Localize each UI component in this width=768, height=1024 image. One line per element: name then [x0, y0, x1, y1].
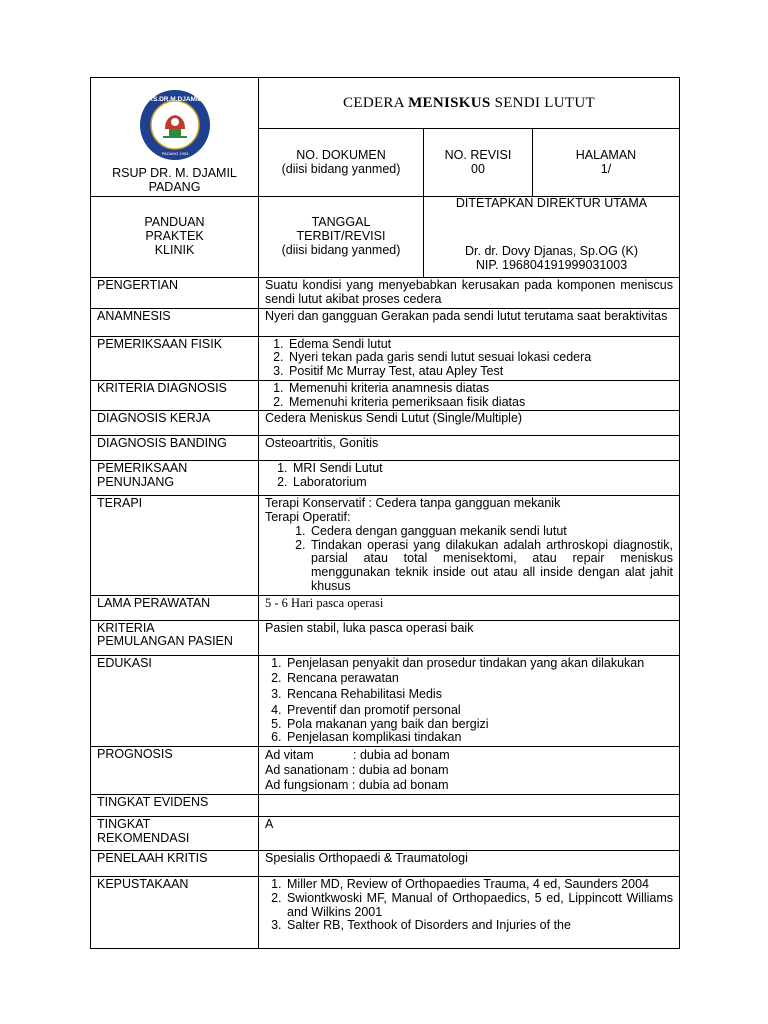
row-label: DIAGNOSIS BANDING [91, 436, 259, 461]
row-content [259, 461, 680, 496]
approval-heading: DITETAPKAN DIREKTUR UTAMA [455, 196, 648, 210]
issue-date-line3: (diisi bidang yanmed) [281, 242, 401, 257]
row-content: Suatu kondisi yang menyebabkan kerusakan pada komponen meniscus sendi lutut akibat proses cedera [259, 278, 680, 309]
row-edukasi [91, 655, 680, 747]
issue-date-cell [259, 197, 424, 278]
list-item: 1. MRI Sendi Lutut [291, 462, 673, 476]
page-number-cell [533, 129, 680, 197]
prognosis-value: : dubia ad bonam [351, 778, 449, 792]
row-content [259, 336, 680, 380]
hospital-name-line2: PADANG [148, 179, 201, 194]
revision-value: 00 [471, 161, 485, 176]
row-content: A [259, 817, 680, 851]
document-number-value: (diisi bidang yanmed) [281, 161, 401, 176]
clinical-practice-guide-document [90, 77, 679, 949]
prognosis-key: Ad vitam [265, 748, 314, 762]
list-item: 6. Penjelasan komplikasi tindakan [285, 731, 673, 745]
row-penelaah-kritis [91, 851, 680, 877]
list-item: 1. Edema Sendi lutut [287, 338, 673, 352]
row-content [259, 496, 680, 595]
prognosis-value: : dubia ad bonam [351, 763, 449, 777]
guide-type-line2: PRAKTEK [145, 229, 204, 244]
hospital-identity-cell [91, 78, 259, 197]
row-tingkat-rekomendasi [91, 817, 680, 851]
prognosis-line [265, 763, 673, 778]
row-label [91, 620, 259, 655]
row-label: PEMERIKSAAN FISIK [91, 336, 259, 380]
document-title [259, 78, 680, 129]
title-bold: MENISKUS [408, 94, 491, 111]
row-kriteria-pemulangan [91, 620, 680, 655]
row-pemeriksaan-fisik [91, 336, 680, 380]
row-label: LAMA PERAWATAN [91, 595, 259, 620]
row-label: KEPUSTAKAAN [91, 877, 259, 949]
row-content: Osteoartritis, Gonitis [259, 436, 680, 461]
list-item: 5. Pola makanan yang baik dan bergizi [285, 718, 673, 732]
row-content: Spesialis Orthopaedi & Traumatologi [259, 851, 680, 877]
list-item: 2. Tindakan operasi yang dilakukan adalah arthroskopi diagnostik, parsial atau total menisektomi, atau repair meniskus menggunakan teknik inside out atau all inside dengan alat jahit khusus [309, 539, 673, 594]
title-pre: CEDERA [343, 94, 405, 111]
prognosis-key: Ad fungsionam [265, 778, 349, 792]
row-terapi [91, 496, 680, 595]
list-item: 2. Memenuhi kriteria pemeriksaan fisik diatas [287, 396, 673, 410]
reference-item: 2. Swiontkwoski MF, Manual of Orthopaedics, 5 ed, Lippincott Williams and Wilkins 2001 [285, 892, 673, 920]
prognosis-value: : dubia ad bonam [353, 748, 450, 762]
list-item: 2. Nyeri tekan pada garis sendi lutut sesuai lokasi cedera [287, 351, 673, 365]
document-number-label: NO. DOKUMEN [296, 147, 386, 162]
page-value: 1/ [600, 161, 612, 176]
issue-date-line2: TERBIT/REVISI [296, 229, 386, 244]
row-label-line2: PEMULANGAN PASIEN [97, 634, 233, 649]
row-label-line1: TINGKAT [97, 817, 151, 831]
director-name: Dr. dr. Dovy Djanas, Sp.OG (K) [465, 243, 638, 258]
row-diagnosis-kerja [91, 411, 680, 436]
row-content: 5 - 6 Hari pasca operasi [259, 595, 680, 620]
row-label: PENGERTIAN [91, 278, 259, 309]
logo-ring-text-bottom: PADANG 1953 [161, 150, 188, 156]
title-post: SENDI LUTUT [494, 94, 595, 111]
prognosis-line [265, 748, 673, 763]
row-anamnesis [91, 308, 680, 336]
row-label: KRITERIA DIAGNOSIS [91, 380, 259, 411]
hospital-name-line1: RSUP DR. M. DJAMIL [112, 165, 237, 180]
therapy-operative-heading: Terapi Operatif: [265, 510, 351, 524]
row-label: ANAMNESIS [91, 308, 259, 336]
row-kepustakaan [91, 877, 680, 949]
approval-cell [424, 197, 680, 278]
director-nip: NIP. 196804191999031003 [475, 257, 628, 272]
row-content [259, 795, 680, 817]
row-pemeriksaan-penunjang [91, 461, 680, 496]
revision-label: NO. REVISI [444, 147, 512, 162]
row-label: TERAPI [91, 496, 259, 595]
row-content [259, 877, 680, 949]
row-label: PROGNOSIS [91, 747, 259, 795]
row-prognosis [91, 747, 680, 795]
guide-table [90, 77, 680, 949]
hospital-name [97, 167, 252, 195]
row-label: EDUKASI [91, 655, 259, 747]
row-pengertian [91, 278, 680, 309]
row-label: PENELAAH KRITIS [91, 851, 259, 877]
row-lama-perawatan [91, 595, 680, 620]
logo-ring-text-top: RS.DR.M.DJAMIL [147, 95, 202, 103]
reference-item: 1. Miller MD, Review of Orthopaedies Trauma, 4 ed, Saunders 2004 [285, 878, 673, 892]
row-content [259, 655, 680, 747]
row-content: Cedera Meniskus Sendi Lutut (Single/Multiple) [259, 411, 680, 436]
list-item: 1. Cedera dengan gangguan mekanik sendi lutut [309, 525, 673, 539]
row-label [91, 817, 259, 851]
list-item: 4. Preventif dan promotif personal [285, 704, 673, 718]
row-label-line2: PENUNJANG [97, 475, 175, 489]
row-kriteria-diagnosis [91, 380, 680, 411]
page-label: HALAMAN [575, 147, 637, 162]
reference-item: 3. Salter RB, Texthook of Disorders and Injuries of the [285, 919, 673, 933]
list-item: 2. Laboratorium [291, 476, 673, 490]
row-label [91, 461, 259, 496]
list-item: 3. Positif Mc Murray Test, atau Apley Test [287, 365, 673, 379]
prognosis-key: Ad sanationam [265, 763, 349, 777]
list-item: 2. Rencana perawatan [285, 672, 673, 686]
row-label-line1: PEMERIKSAAN [97, 461, 188, 476]
revision-number-cell [424, 129, 533, 197]
row-label-line1: KRITERIA [97, 620, 155, 635]
list-item: 3. Rencana Rehabilitasi Medis [285, 688, 673, 702]
row-content: Pasien stabil, luka pasca operasi baik [259, 620, 680, 655]
row-content: Nyeri dan gangguan Gerakan pada sendi lutut terutama saat beraktivitas [259, 308, 680, 336]
list-item: 1. Memenuhi kriteria anamnesis diatas [287, 382, 673, 396]
therapy-conservative: Terapi Konservatif : Cedera tanpa gangguan mekanik [265, 496, 561, 511]
list-item: 1. Penjelasan penyakit dan prosedur tindakan yang akan dilakukan [285, 657, 673, 671]
guide-type-cell [91, 197, 259, 278]
row-content [259, 747, 680, 795]
row-content [259, 380, 680, 411]
row-label: TINGKAT EVIDENS [91, 795, 259, 817]
row-label-line2: REKOMENDASI [97, 830, 190, 845]
prognosis-line [265, 778, 673, 793]
row-diagnosis-banding [91, 436, 680, 461]
row-label: DIAGNOSIS KERJA [91, 411, 259, 436]
document-number-cell [259, 129, 424, 197]
guide-type-line3: KLINIK [154, 242, 195, 257]
issue-date-line1: TANGGAL [311, 215, 371, 230]
guide-type-line1: PANDUAN [144, 215, 205, 230]
hospital-logo [139, 89, 211, 161]
row-tingkat-evidens [91, 795, 680, 817]
